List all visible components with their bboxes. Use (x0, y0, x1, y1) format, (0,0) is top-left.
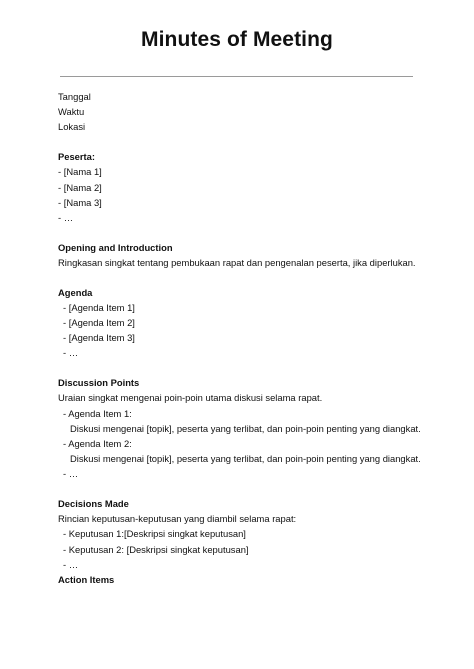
action-items-heading: Action Items (58, 574, 115, 586)
info-date-label: Tanggal (58, 91, 91, 102)
info-time-label: Waktu (58, 106, 85, 118)
discussion-more: - … (63, 468, 79, 480)
decisions-heading: Decisions Made (58, 498, 129, 510)
participant-item: - [Nama 2] (58, 181, 102, 193)
decision-item: - Keputusan 2: [Deskripsi singkat keputusan] (63, 543, 249, 555)
opening-section (58, 240, 428, 270)
participant-item: - … (58, 211, 74, 223)
participant-item: - [Nama 1] (58, 166, 102, 178)
agenda-item: - [Agenda Item 3] (63, 332, 135, 344)
info-location-label: Lokasi (58, 121, 86, 133)
opening-text: Ringkasan singkat tentang pembukaan rapat dan pengenalan peserta, jika diperlukan. (58, 256, 416, 268)
meeting-info (58, 89, 428, 135)
discussion-item-label: - Agenda Item 1: (63, 407, 132, 419)
agenda-section (58, 285, 428, 361)
participants-heading: Peserta: (58, 151, 96, 163)
decision-item: - … (63, 558, 79, 570)
title-divider (60, 76, 413, 77)
discussion-section (58, 375, 428, 481)
decisions-intro: Rincian keputusan-keputusan yang diambil selama rapat: (58, 513, 297, 525)
discussion-heading: Discussion Points (58, 377, 140, 389)
opening-heading: Opening and Introduction (58, 241, 173, 253)
document-title: Minutes of Meeting (141, 28, 333, 51)
action-items-section (58, 572, 428, 587)
participants-section (58, 149, 428, 225)
decisions-section (58, 496, 428, 572)
participant-item: - [Nama 3] (58, 196, 102, 208)
agenda-item: - … (63, 347, 79, 359)
document-body (58, 89, 428, 587)
discussion-item-label: - Agenda Item 2: (63, 437, 132, 449)
decision-item: - Keputusan 1:[Deskripsi singkat keputusan] (63, 528, 246, 540)
discussion-item-detail: Diskusi mengenai [topik], peserta yang terlibat, dan poin-poin penting yang diangkat. (70, 422, 421, 434)
agenda-item: - [Agenda Item 2] (63, 317, 135, 329)
agenda-heading: Agenda (58, 286, 93, 298)
discussion-intro: Uraian singkat mengenai poin-poin utama diskusi selama rapat. (58, 392, 323, 404)
discussion-item-detail: Diskusi mengenai [topik], peserta yang terlibat, dan poin-poin penting yang diangkat. (70, 453, 421, 465)
agenda-item: - [Agenda Item 1] (63, 301, 135, 313)
